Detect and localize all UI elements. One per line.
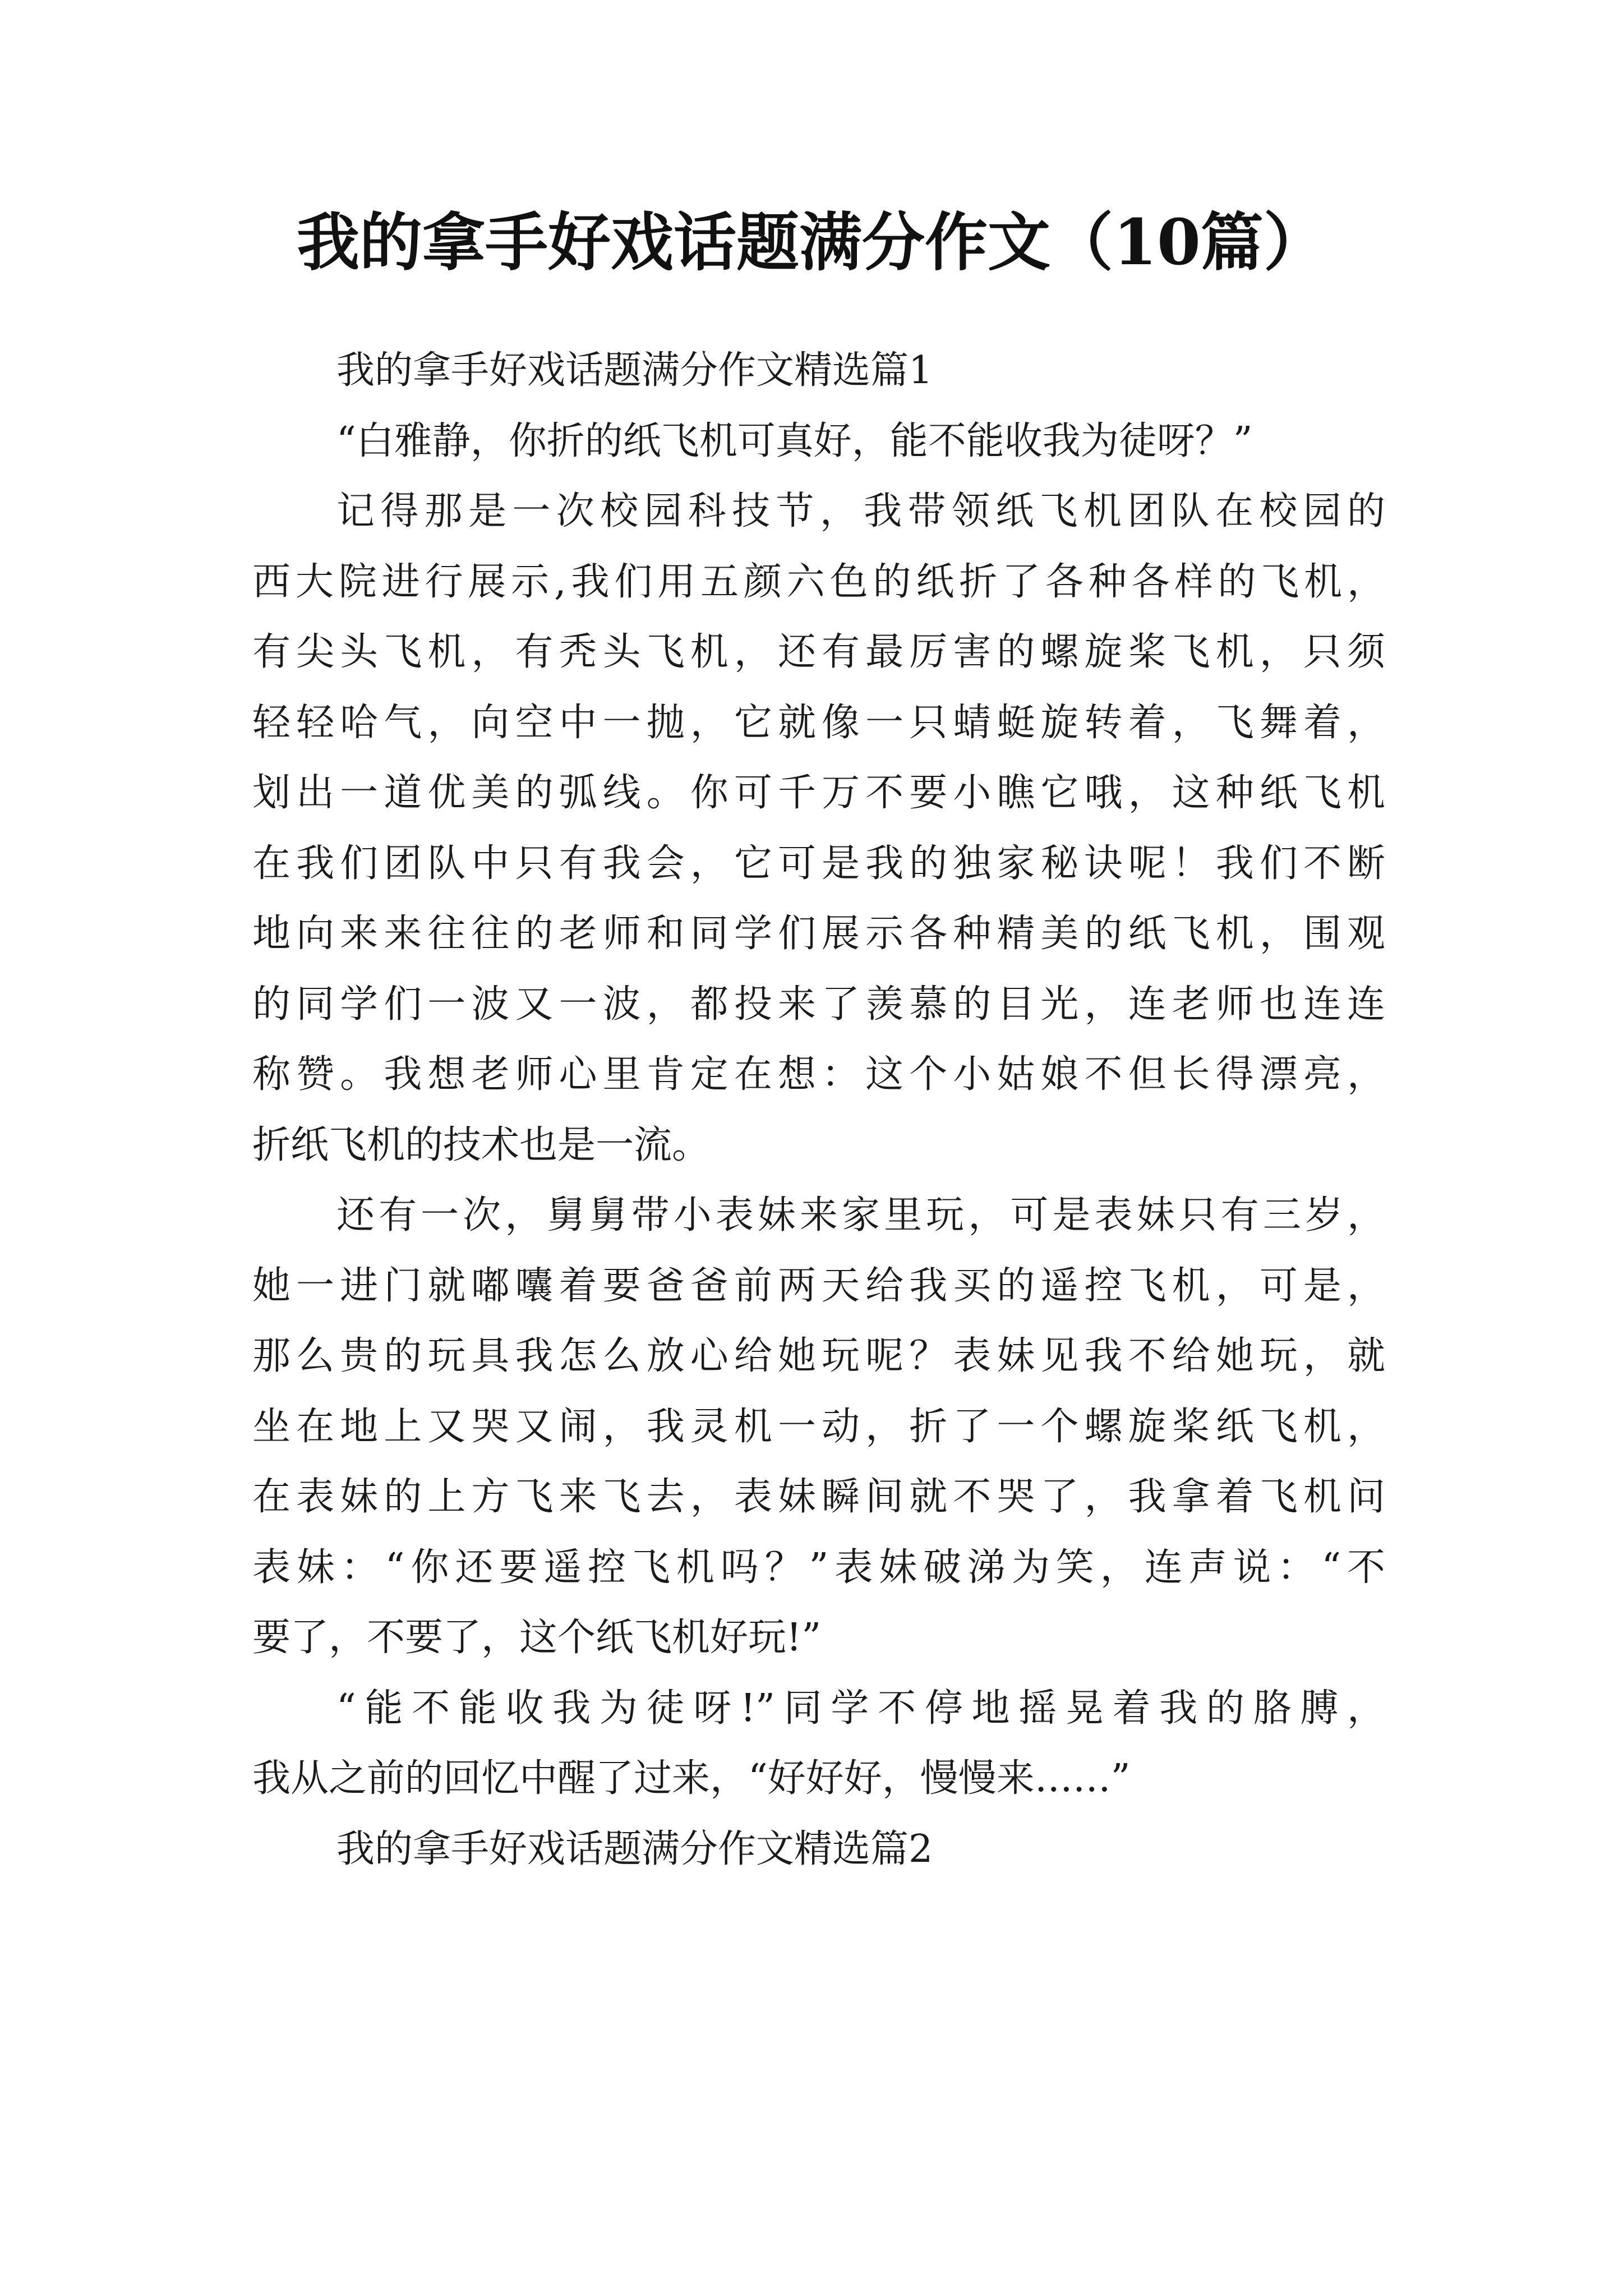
paragraph-line: 划出一道优美的弧线。你可千万不要小瞧它哦，这种纸飞机: [252, 771, 1385, 815]
document-title: 我的拿手好戏话题满分作文（10篇）: [297, 206, 1326, 279]
paragraph-line: 西大院进行展示,我们用五颜六色的纸折了各种各样的飞机，: [252, 559, 1385, 604]
section-heading: 我的拿手好戏话题满分作文精选篇2: [336, 1826, 933, 1871]
paragraph-line: 轻轻哈气，向空中一抛，它就像一只蜻蜓旋转着，飞舞着，: [252, 700, 1385, 745]
paragraph-line: 在我们团队中只有我会，它可是我的独家秘诀呢！我们不断: [252, 841, 1385, 886]
paragraph-line: 称赞。我想老师心里肯定在想：这个小姑娘不但长得漂亮，: [252, 1052, 1385, 1097]
paragraph-line: 的同学们一波又一波，都投来了羡慕的目光，连老师也连连: [252, 982, 1385, 1027]
paragraph-line: 表妹：“你还要遥控飞机吗？”表妹破涕为笑，连声说：“不: [252, 1545, 1385, 1590]
paragraph-line: 地向来来往往的老师和同学们展示各种精美的纸飞机，围观: [252, 912, 1385, 956]
paragraph-line: 那么贵的玩具我怎么放心给她玩呢？表妹见我不给她玩，就: [252, 1334, 1385, 1378]
paragraph-line: 坐在地上又哭又闹，我灵机一动，折了一个螺旋桨纸飞机，: [252, 1404, 1385, 1449]
paragraph-line: 有尖头飞机，有秃头飞机，还有最厉害的螺旋桨飞机，只须: [252, 630, 1385, 674]
paragraph-line: “白雅静，你折的纸飞机可真好，能不能收我为徒呀？”: [336, 418, 1253, 463]
section-heading: 我的拿手好戏话题满分作文精选篇1: [336, 348, 933, 393]
paragraph-line: 我从之前的回忆中醒了过来，“好好好，慢慢来……”: [252, 1756, 1131, 1801]
paragraph-line: 在表妹的上方飞来飞去，表妹瞬间就不哭了，我拿着飞机问: [252, 1475, 1385, 1519]
document-body: [252, 335, 1385, 1884]
paragraph-line: 要了，不要了，这个纸飞机好玩!”: [252, 1616, 822, 1660]
paragraph-line: “能不能收我为徒呀!”同学不停地摇晃着我的胳膊，: [336, 1686, 1385, 1731]
paragraph-line: 她一进门就嘟囔着要爸爸前两天给我买的遥控飞机，可是，: [252, 1263, 1385, 1308]
paragraph-line: 折纸飞机的技术也是一流。: [252, 1122, 711, 1167]
paragraph-line: 还有一次，舅舅带小表妹来家里玩，可是表妹只有三岁，: [336, 1193, 1385, 1237]
paragraph-line: 记得那是一次校园科技节，我带领纸飞机团队在校园的: [336, 489, 1385, 533]
